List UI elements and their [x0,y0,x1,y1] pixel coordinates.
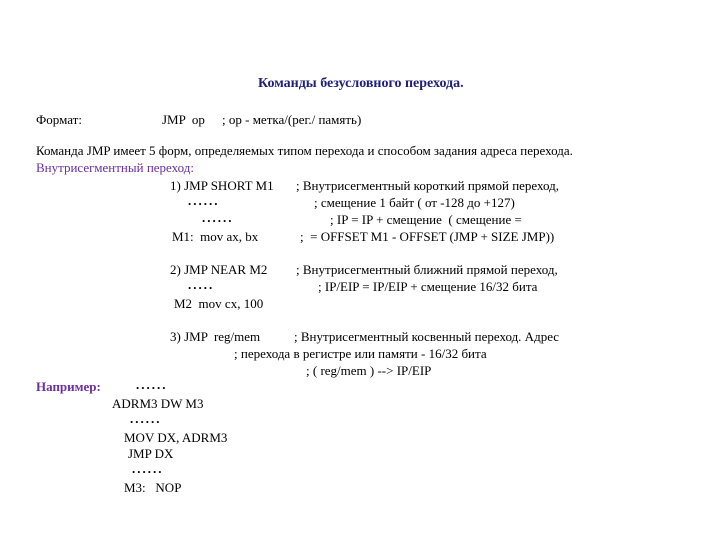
form2-label-m2: M2 mov cx, 100 [174,296,264,311]
slide-title: Команды безусловного перехода. [258,76,464,91]
example-line-4: M3: NOP [124,480,182,495]
intra-heading: Внутрисегментный переход: [36,160,194,175]
form2-comment-2: ; IP/EIP = IP/EIP + смещение 16/32 бита [318,279,538,294]
form1-comment-1: ; Внутрисегментный короткий прямой переход, [296,178,560,193]
form3-comment-2: ; перехода в регистре или памяти - 16/32 бита [234,346,487,361]
intro-text: Команда JMP имеет 5 форм, определяемых типом перехода и способом задания адреса перехода. [36,143,573,158]
format-syntax: JMP op [162,112,205,127]
form1-label-m1: M1: mov ax, bx [172,229,259,244]
example-dots-2: ...... [130,411,162,426]
form3-comment-3: ; ( reg/mem ) --> IP/EIP [306,363,432,378]
example-line-2: MOV DX, ADRM3 [124,430,228,445]
form1-comment-2: ; смещение 1 байт ( от -128 до +127) [314,195,515,210]
form2-dots: ..... [188,277,215,292]
format-label: Формат: [36,112,82,127]
form2-comment-1: ; Внутрисегментный ближний прямой переход, [296,262,558,277]
example-line-1: ADRM3 DW M3 [112,396,204,411]
example-label: Например: [36,379,101,394]
form1-comment-3: ; IP = IP + смещение ( смещение = [330,212,522,227]
form3-command: 3) JMP reg/mem [170,329,261,344]
form3-comment-1: ; Внутрисегментный косвенный переход. Адрес [294,329,560,344]
example-dots-1: ...... [136,377,168,392]
form1-dots-2: ...... [202,210,234,225]
form1-comment-4: ; = OFFSET M1 - OFFSET (JMP + SIZE JMP)) [300,229,555,244]
format-comment: ; op - метка/(рег./ память) [222,112,362,127]
form1-dots-1: ...... [188,193,220,208]
form2-command: 2) JMP NEAR M2 [170,262,268,277]
example-line-3: JMP DX [128,446,174,461]
example-dots-3: ...... [132,461,164,476]
form1-command: 1) JMP SHORT M1 [170,178,274,193]
